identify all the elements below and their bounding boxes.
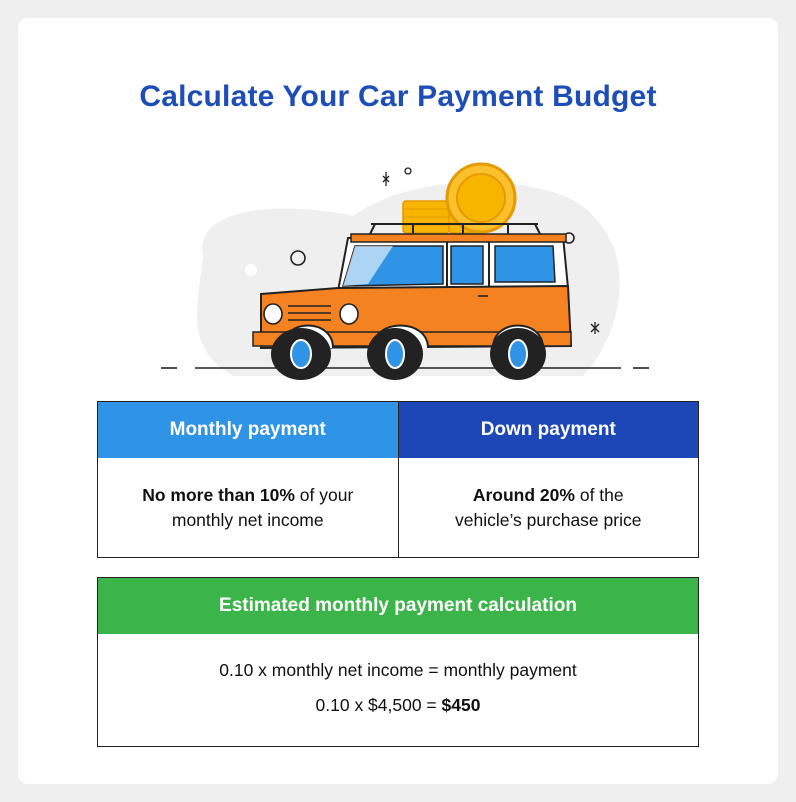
down-payment-header: Down payment <box>399 402 699 458</box>
calculation-body <box>98 634 698 746</box>
calculation-table <box>97 577 699 747</box>
calculation-header: Estimated monthly payment calculation <box>98 578 698 634</box>
monthly-payment-rule-line2: monthly net income <box>171 509 324 530</box>
calculation-formula: 0.10 x monthly net income = monthly payment <box>219 660 577 680</box>
calculation-example <box>316 695 481 716</box>
down-payment-rule-text: of the <box>574 484 624 505</box>
payment-guidelines-table <box>97 401 699 558</box>
monthly-payment-column <box>98 402 398 557</box>
calculation-example-result: $450 <box>441 695 481 715</box>
car-with-coins-illustration <box>143 146 663 386</box>
monthly-payment-header: Monthly payment <box>98 402 398 458</box>
page-title: Calculate Your Car Payment Budget <box>139 80 657 113</box>
calculation-example-prefix: 0.10 x $4,500 = <box>315 695 442 715</box>
monthly-payment-rule <box>98 458 398 557</box>
down-payment-column <box>398 402 699 557</box>
monthly-payment-rule-bold: No more than 10% <box>142 484 295 505</box>
wheel-rear <box>490 326 546 381</box>
down-payment-rule-line2: vehicle’s purchase price <box>455 509 642 530</box>
down-payment-rule-bold: Around 20% <box>472 484 575 505</box>
down-payment-rule <box>399 458 699 557</box>
sparkle-icon <box>383 172 389 186</box>
monthly-payment-rule-text: of your <box>294 484 354 505</box>
infographic-card <box>18 18 778 784</box>
